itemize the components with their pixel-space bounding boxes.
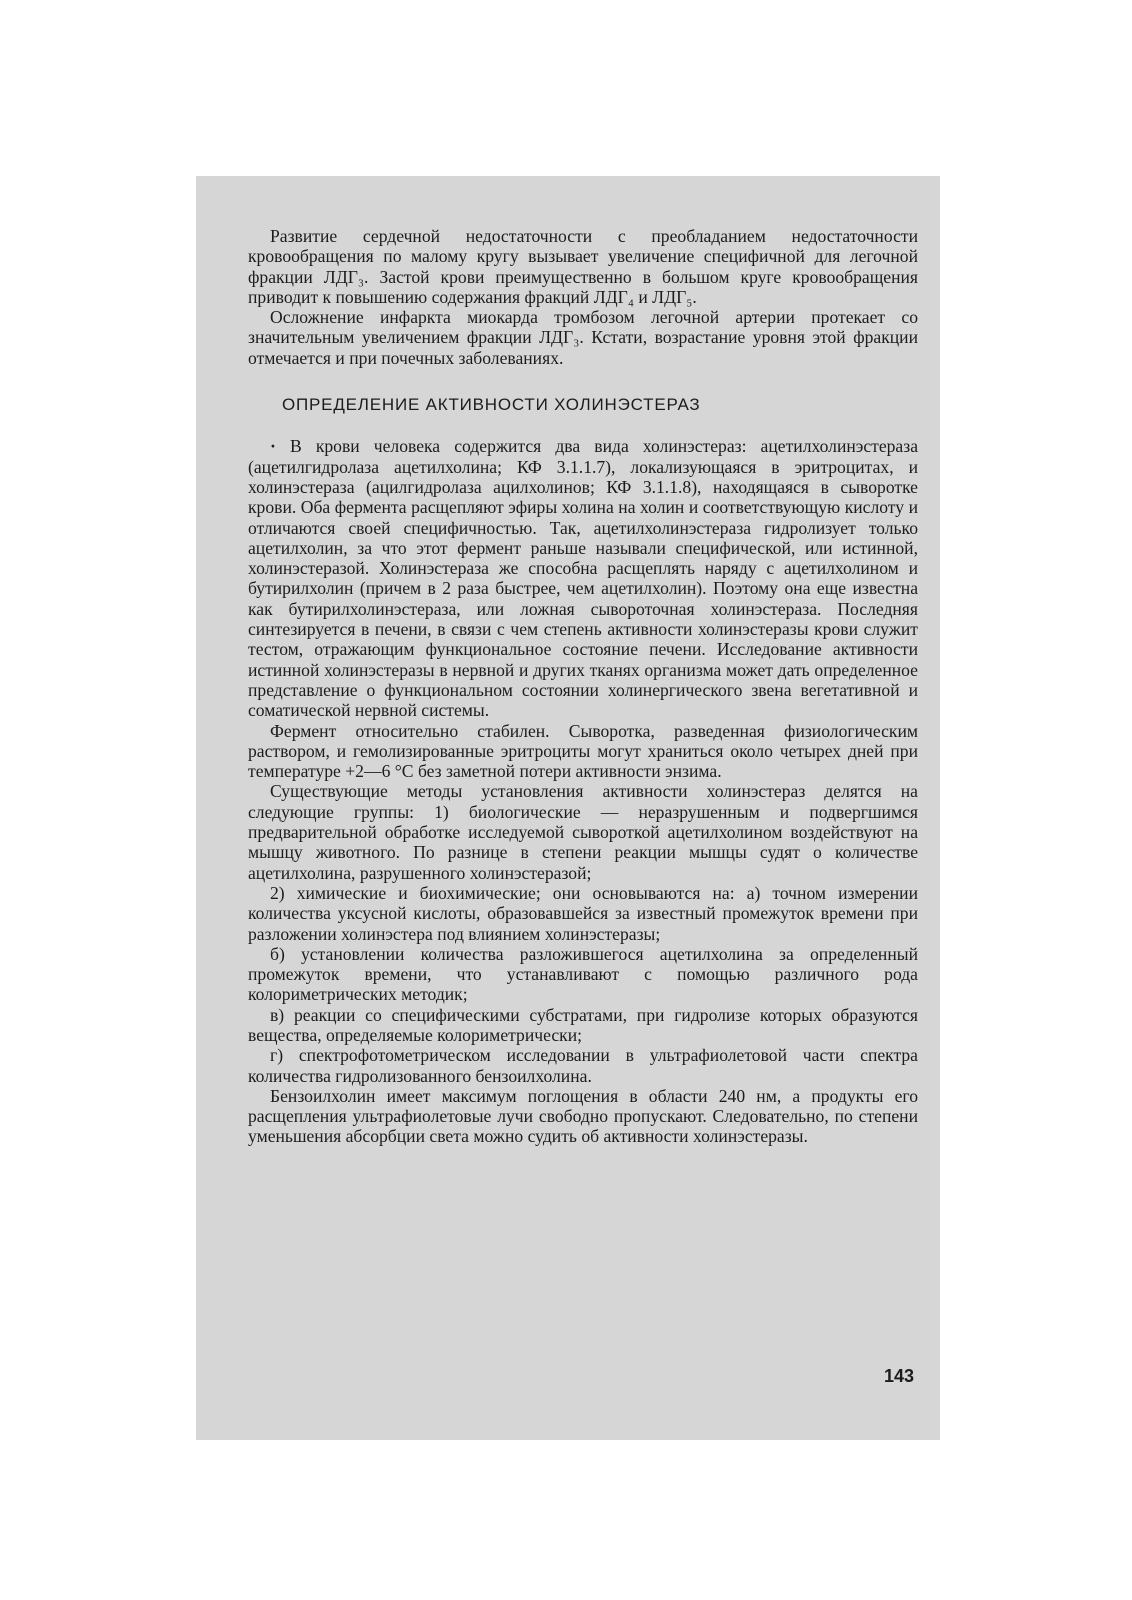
paragraph: Фермент относительно стабилен. Сыворотка, разведенная физиологическим раствором, и гемолизированные эритроциты могут храниться около четырех дней при температуре +2—6 °С без заметной потери активности энзима. bbox=[248, 720, 918, 782]
paragraph: г) спектрофотометрическом исследовании в ультрафиолетовой части спектра количества гидролизованного бензоилхолина. bbox=[248, 1045, 918, 1086]
paragraph: Существующие методы установления активности холинэстераз делятся на следующие группы: 1) биологические — неразрушенным и подвергшимся предварительной обработке исследуемой сывороткой ацетилхолином воздействуют на мышцу животного. По разнице в степени реакции мышцы судят о количестве ацетилхолина, разрушенного холинэстеразой; bbox=[248, 781, 918, 883]
paragraph: 2) химические и биохимические; они основываются на: а) точном измерении количества уксусной кислоты, образовавшейся за известный промежуток времени при разложении холинэстера под влиянием холинэстеразы; bbox=[248, 882, 918, 944]
paragraph: Бензоилхолин имеет максимум поглощения в области 240 нм, а продукты его расщепления ультрафиолетовые лучи свободно пропускают. Следовательно, по степени уменьшения абсорбции света можно судить об активности холинэстеразы. bbox=[248, 1085, 918, 1147]
scanned-page bbox=[196, 176, 940, 1440]
bullet-mark: · bbox=[270, 436, 276, 457]
page-body bbox=[248, 226, 918, 1147]
section-title: ОПРЕДЕЛЕНИЕ АКТИВНОСТИ ХОЛИНЭСТЕРАЗ bbox=[282, 395, 701, 415]
paragraph: в) реакции со специфическими субстратами, при гидролизе которых образуются вещества, определяемые колориметрически; bbox=[248, 1004, 918, 1045]
page-number: 143 bbox=[883, 1366, 914, 1386]
paragraph-text: В крови человека содержится два вида холинэстераз: ацетилхолинэстераза (ацетилгидролаза ацетилхолина; КФ 3.1.1.7), локализующаяся в эритроцитах, и холинэстераза (ацилгидролаза ацилхолинов; КФ 3.1.1.8), находящаяся в сыворотке крови. Оба фермента расщепляют эфиры холина на холин и соответствующую кислоту и отличаются своей специфичностью. Так, ацетилхолинэстераза гидролизует только ацетилхолин, за что этот фермент раньше называли специфической, или истинной, холинэстеразой. Холинэстераза же способна расщеплять наряду с ацетилхолином и бутирилхолин (причем в 2 раза быстрее, чем ацетилхолин). Поэтому она еще известна как бутирилхолинэстераза, или ложная сывороточная холинэстераза. Последняя синтезируется в печени, в связи с чем степень активности холинэстеразы крови служит тестом, отражающим функциональное состояние печени. Исследование активности истинной холинэстеразы в нервной и других тканях организма может дать определенное представление о функциональном состоянии холинергического звена вегетативной и соматической нервной системы. bbox=[248, 436, 919, 721]
paragraph bbox=[248, 436, 918, 720]
paragraph: Осложнение инфаркта миокарда тромбозом легочной артерии протекает со значительным увеличением фракции ЛДГ₃. Кстати, возрастание уровня этой фракции отмечается и при почечных заболеваниях. bbox=[248, 307, 918, 368]
paragraph: б) установлении количества разложившегося ацетилхолина за определенный промежуток времени, что устанавливают с помощью различного рода колориметрических методик; bbox=[248, 943, 918, 1005]
paragraph: Развитие сердечной недостаточности с преобладанием недостаточности кровообращения по малому кругу вызывает увеличение специфичной для легочной фракции ЛДГ₃. Застой крови преимущественно в большом круге кровообращения приводит к повышению содержания фракций ЛДГ₄ и ЛДГ₅. bbox=[248, 226, 918, 307]
